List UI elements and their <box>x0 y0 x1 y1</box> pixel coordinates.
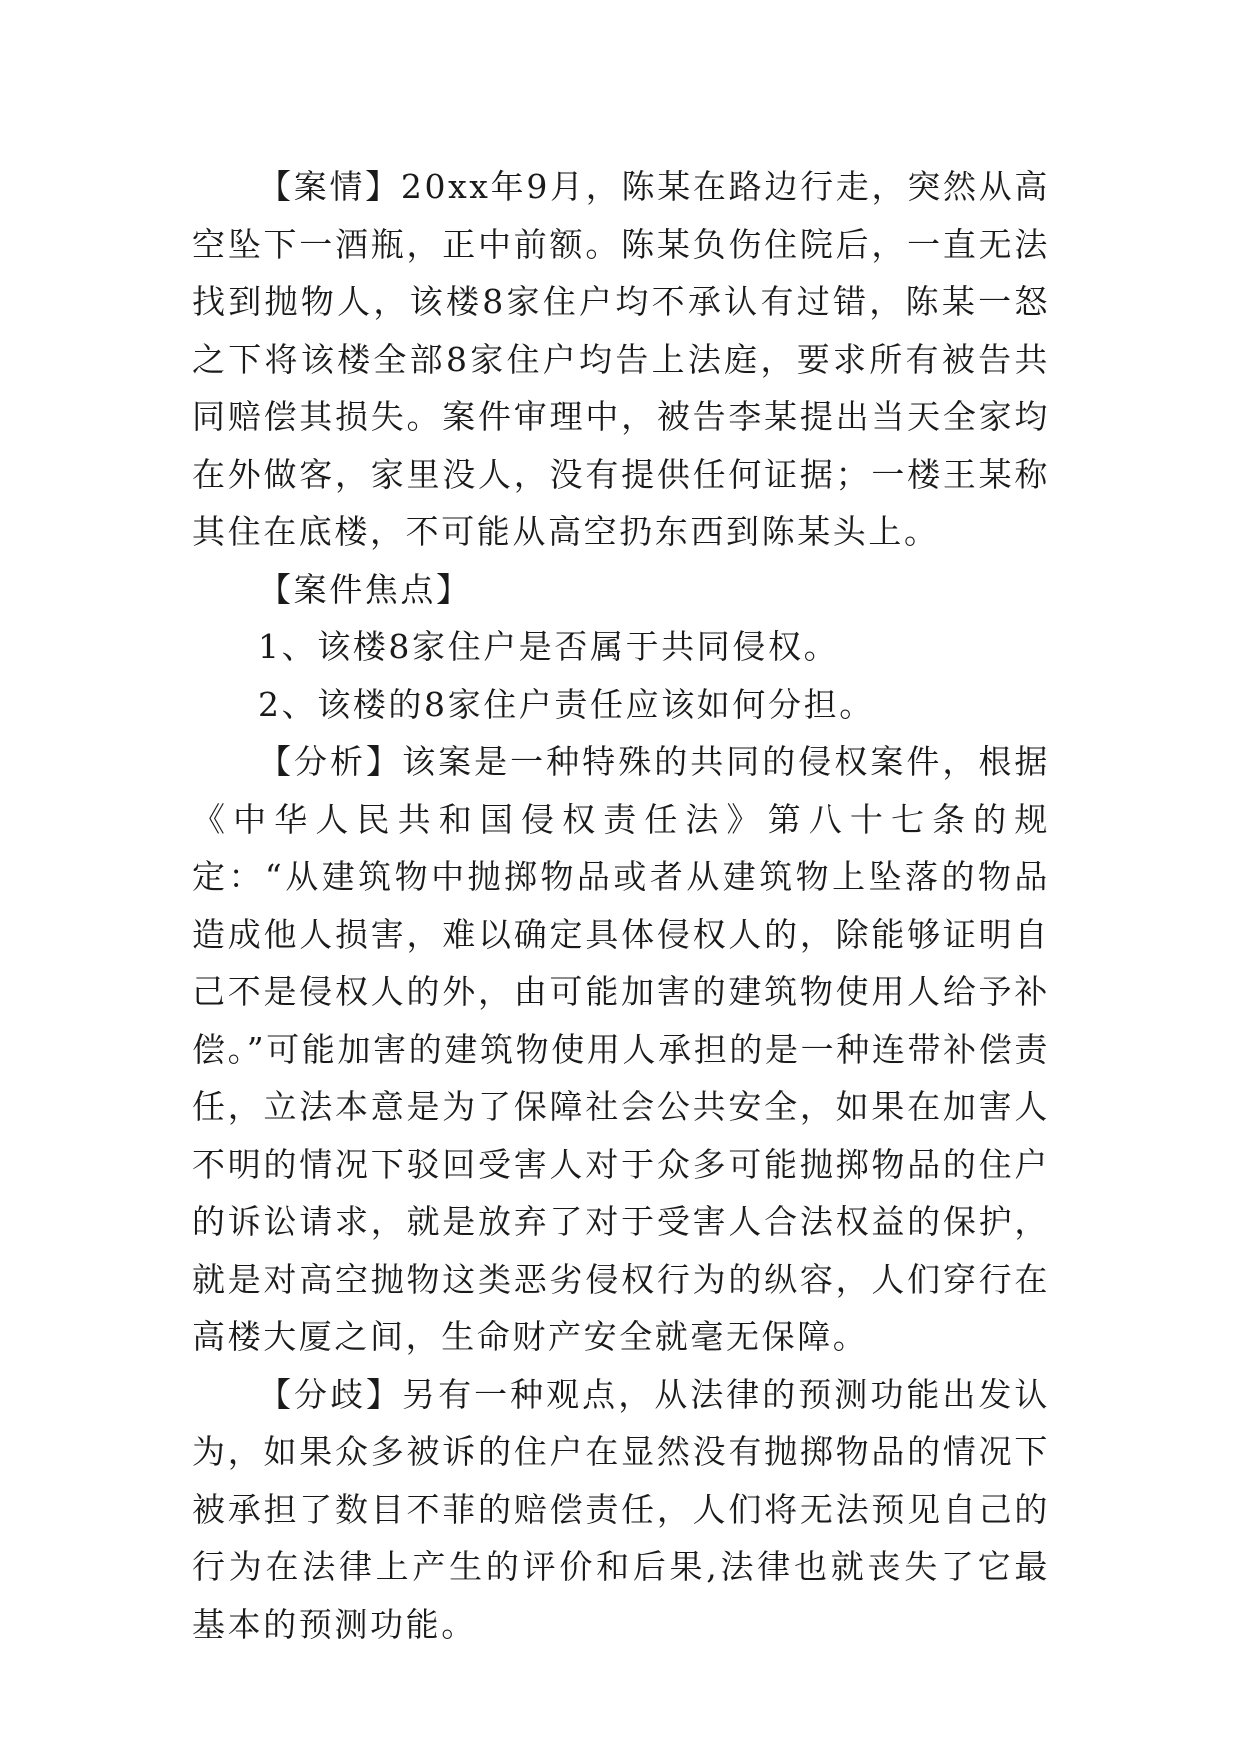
paragraph-divergence: 【分歧】另有一种观点，从法律的预测功能出发认为，如果众多被诉的住户在显然没有抛掷物品的情况下被承担了数目不菲的赔偿责任，人们将无法预见自己的行为在法律上产生的评价和后果,法律也就丧失了它最基本的预测功能。 <box>192 1374 1050 1644</box>
paragraph-focus-item-1: 1、该楼8家住户是否属于共同侵权。 <box>258 627 840 666</box>
document-body <box>192 158 1050 1653</box>
paragraph-case-facts: 【案情】20xx年9月，陈某在路边行走，突然从高空坠下一酒瓶，正中前额。陈某负伤住院后，一直无法找到抛物人，该楼8家住户均不承认有过错，陈某一怒之下将该楼全部8家住户均告上法庭，要求所有被告共同赔偿其损失。案件审理中，被告李某提出当天全家均在外做客，家里没人，没有提供任何证据；一楼王某称其住在底楼，不可能从高空扔东西到陈某头上。 <box>192 167 1050 551</box>
paragraph-analysis: 【分析】该案是一种特殊的共同的侵权案件，根据《中华人民共和国侵权责任法》第八十七条的规定：“从建筑物中抛掷物品或者从建筑物上坠落的物品造成他人损害，难以确定具体侵权人的，除能够证明自己不是侵权人的外，由可能加害的建筑物使用人给予补偿。”可能加害的建筑物使用人承担的是一种连带补偿责任，立法本意是为了保障社会公共安全，如果在加害人不明的情况下驳回受害人对于众多可能抛掷物品的住户的诉讼请求，就是放弃了对于受害人合法权益的保护，就是对高空抛物这类恶劣侵权行为的纵容，人们穿行在高楼大厦之间，生命财产安全就毫无保障。 <box>192 742 1050 1356</box>
paragraph-focus-item-2: 2、该楼的8家住户责任应该如何分担。 <box>258 684 875 724</box>
paragraph-case-focus-heading: 【案件焦点】 <box>258 569 472 609</box>
